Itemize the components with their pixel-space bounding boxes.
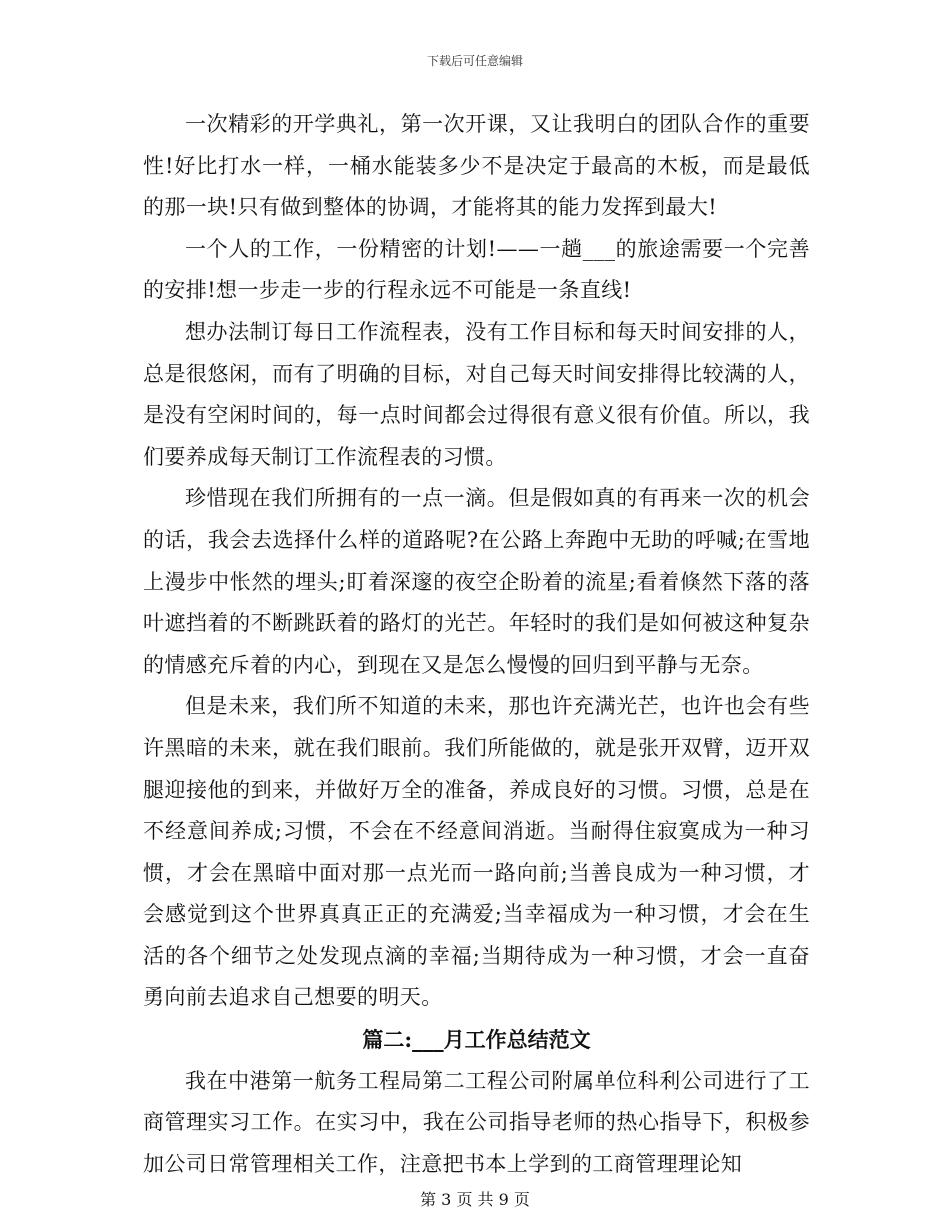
body-paragraph: 珍惜现在我们所拥有的一点一滴。但是假如真的有再来一次的机会的话，我会去选择什么样的道路呢?在公路上奔跑中无助的呼喊;在雪地上漫步中怅然的埋头;盯着深邃的夜空企盼着的流星;看着倏然下落的落叶遮挡着的不断跳跃着的路灯的光芒。年轻时的我们是如何被这种复杂的情感充斥着的内心，到现在又是怎么慢慢的回归到平静与无奈。	[143, 486, 810, 677]
body-paragraph: 一个人的工作，一份精密的计划!——一趟___的旅途需要一个完善的安排!想一步走一步的行程永远不可能是一条直线!	[143, 236, 810, 303]
body-paragraph: 想办法制订每日工作流程表，没有工作目标和每天时间安排的人，总是很悠闲，而有了明确的目标，对自己每天时间安排得比较满的人，是没有空闲时间的，每一点时间都会过得很有意义很有价值。所以，我们要养成每天制订工作流程表的习惯。	[143, 319, 810, 469]
body-paragraph: 但是未来，我们所不知道的未来，那也许充满光芒，也许也会有些许黑暗的未来，就在我们眼前。我们所能做的，就是张开双臂，迈开双腿迎接他的到来，并做好万全的准备，养成良好的习惯。习惯，总是在不经意间养成;习惯，不会在不经意间消逝。当耐得住寂寞成为一种习惯，才会在黑暗中面对那一点光而一路向前;当善良成为一种习惯，才会感觉到这个世界真真正正的充满爱;当幸福成为一种习惯，才会在生活的各个细节之处发现点滴的幸福;当期待成为一种习惯，才会一直奋勇向前去追求自己想要的明天。	[143, 694, 810, 1010]
page-header: 下载后可任意编辑	[426, 54, 523, 68]
section-paragraph: 我在中港第一航务工程局第二工程公司附属单位科利公司进行了工商管理实习工作。在实习中，我在公司指导老师的热心指导下，积极参加公司日常管理相关工作，注意把书本上学到的工商管理理论知	[143, 1068, 810, 1176]
document-body	[143, 104, 810, 1185]
body-paragraph: 一次精彩的开学典礼，第一次开课，又让我明白的团队合作的重要性!好比打水一样，一桶水能装多少不是决定于最高的木板，而是最低的那一块!只有做到整体的协调，才能将其的能力发挥到最大!	[143, 112, 810, 220]
section-title: 篇二:___月工作总结范文	[362, 1027, 591, 1053]
page-number: 第 3 页 共 9 页	[420, 1190, 530, 1209]
